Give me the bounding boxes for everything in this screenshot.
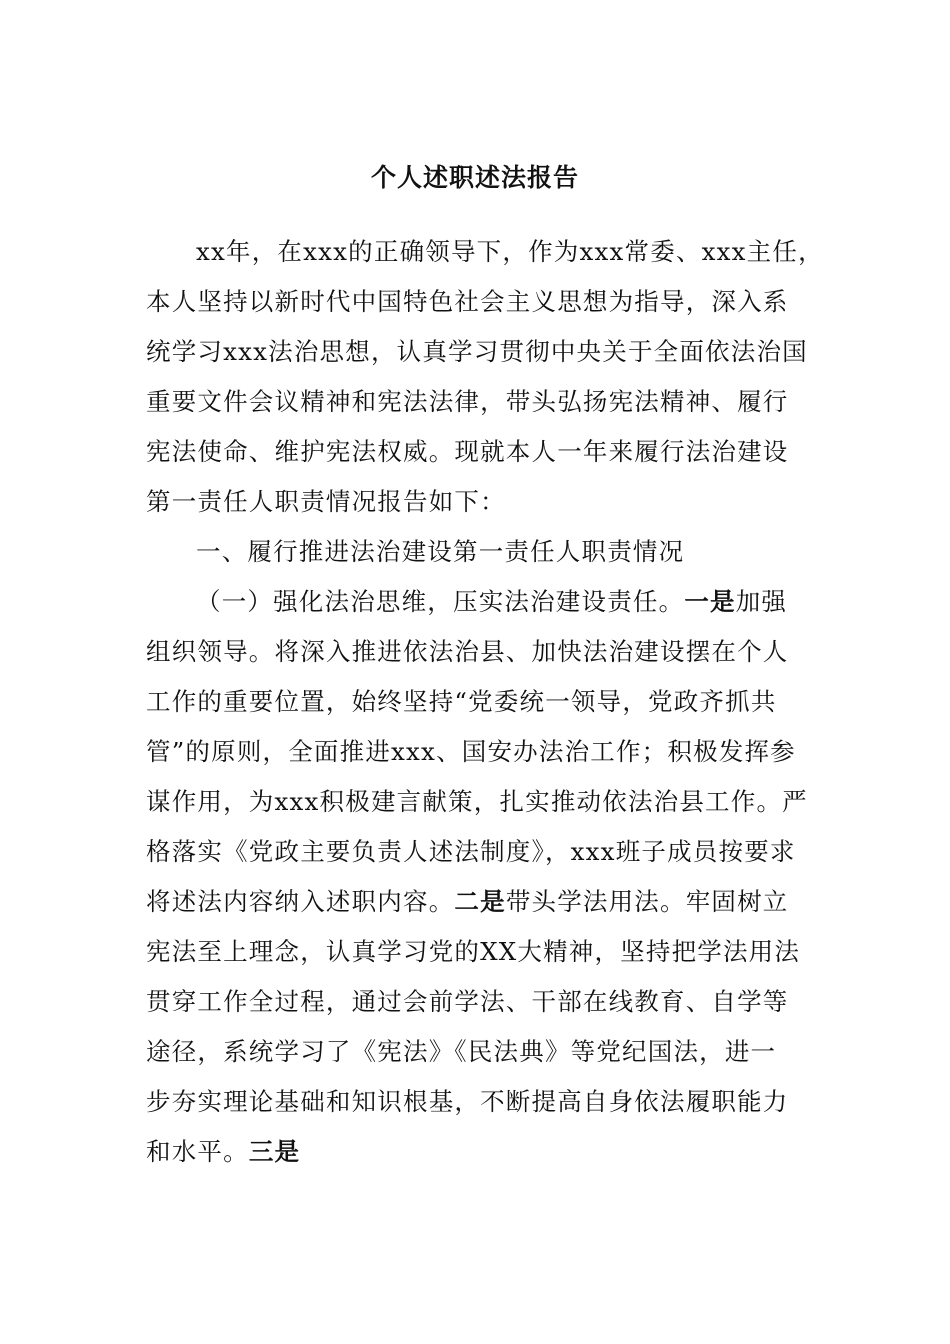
section-heading: 一、履行推进法治建设第一责任人职责情况 bbox=[196, 537, 685, 566]
paragraph-line: 第一责任人职责情况报告如下： bbox=[146, 487, 506, 516]
paragraph-line: 管”的原则，全面推进xxx、国安办法治工作；积极发挥参 bbox=[146, 737, 796, 766]
paragraph-line: 格落实《党政主要负责人述法制度》，xxx班子成员按要求 bbox=[146, 837, 796, 866]
paragraph-line: 宪法使命、维护宪法权威。现就本人一年来履行法治建设 bbox=[146, 437, 789, 466]
paragraph-line: 步夯实理论基础和知识根基，不断提高自身依法履职能力 bbox=[146, 1087, 789, 1116]
paragraph-line: （一）强化法治思维，压实法治建设责任。一是加强 bbox=[196, 587, 788, 616]
paragraph-line: 本人坚持以新时代中国特色社会主义思想为指导，深入系 bbox=[146, 287, 789, 316]
document-title: 个人述职述法报告 bbox=[370, 163, 579, 192]
paragraph-line: 统学习xxx法治思想，认真学习贯彻中央关于全面依法治国 bbox=[146, 337, 808, 366]
paragraph-line: 重要文件会议精神和宪法法律，带头弘扬宪法精神、履行 bbox=[146, 387, 789, 416]
paragraph-line: 工作的重要位置，始终坚持“党委统一领导，党政齐抓共 bbox=[146, 687, 777, 716]
paragraph-line: 宪法至上理念，认真学习党的XX大精神，坚持把学法用法 bbox=[146, 937, 801, 966]
paragraph-line: 途径，系统学习了《宪法》《民法典》等党纪国法，进一 bbox=[146, 1037, 777, 1066]
paragraph-line: xx年，在xxx的正确领导下，作为xxx常委、xxx主任， bbox=[196, 237, 824, 266]
paragraph-line: 和水平。三是 bbox=[146, 1137, 301, 1166]
paragraph-line: 将述法内容纳入述职内容。二是带头学法用法。牢固树立 bbox=[146, 887, 789, 916]
paragraph-line: 谋作用，为xxx积极建言献策，扎实推动依法治县工作。严 bbox=[146, 787, 808, 816]
paragraph-line: 贯穿工作全过程，通过会前学法、干部在线教育、自学等 bbox=[146, 987, 789, 1016]
paragraph-line: 组织领导。将深入推进依法治县、加快法治建设摆在个人 bbox=[146, 637, 789, 666]
